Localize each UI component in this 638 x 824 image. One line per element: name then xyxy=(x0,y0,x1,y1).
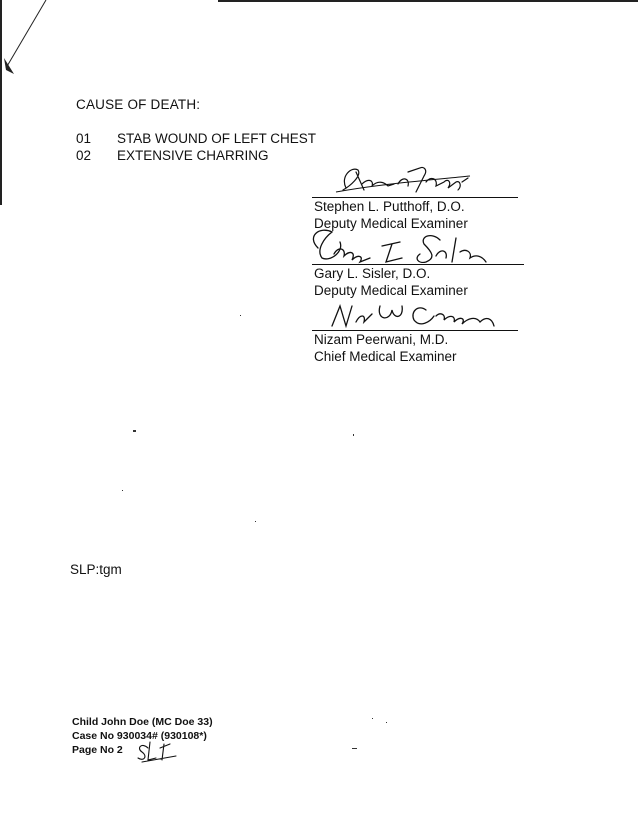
footer-child-line: Child John Doe (MC Doe 33) xyxy=(72,716,213,728)
signer-1-title: Deputy Medical Examiner xyxy=(314,216,468,231)
signer-2-name: Gary L. Sisler, D.O. xyxy=(314,266,431,281)
cause-text-2: EXTENSIVE CHARRING xyxy=(117,148,269,163)
cause-of-death-heading: CAUSE OF DEATH: xyxy=(76,97,201,112)
signer-3-title: Chief Medical Examiner xyxy=(314,349,457,364)
cause-number-1: 01 xyxy=(76,131,92,146)
cause-number-2: 02 xyxy=(76,148,92,163)
footer-case-line: Case No 930034# (930108*) xyxy=(72,730,207,742)
typist-initials: SLP:tgm xyxy=(70,562,122,577)
cause-text-1: STAB WOUND OF LEFT CHEST xyxy=(117,131,317,146)
signer-2-title: Deputy Medical Examiner xyxy=(314,283,468,298)
signer-1-name: Stephen L. Putthoff, D.O. xyxy=(314,199,465,214)
signer-3-name: Nizam Peerwani, M.D. xyxy=(314,332,449,347)
footer-page-label: Page No 2 xyxy=(72,744,123,756)
